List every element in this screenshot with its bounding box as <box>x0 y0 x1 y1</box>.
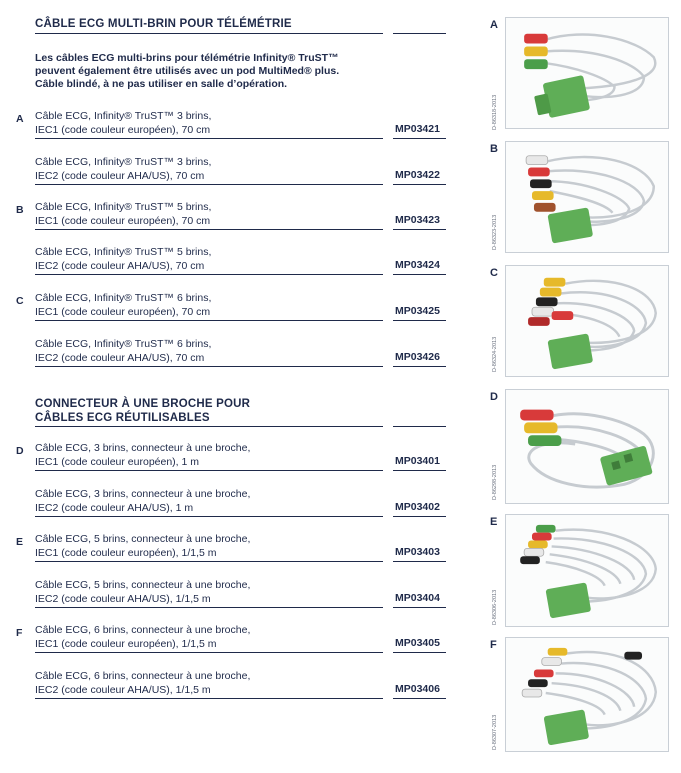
product-row <box>0 338 460 368</box>
product-code: MP03406 <box>395 683 440 695</box>
image-letter: E <box>490 516 498 528</box>
product-description: Câble ECG, 5 brins, connecteur à une broche, IEC2 (code couleur AHA/US), 1/1,5 m <box>35 579 251 605</box>
product-description: Câble ECG, Infinity® TruST™ 5 brins, IEC2 (code couleur AHA/US), 70 cm <box>35 246 212 272</box>
product-code: MP03421 <box>395 123 440 135</box>
image-letter: C <box>490 267 498 279</box>
row-letter: E <box>16 536 24 548</box>
product-description: Câble ECG, 6 brins, connecteur à une broche, IEC2 (code couleur AHA/US), 1/1,5 m <box>35 670 251 696</box>
intro-line: Câble blindé, à ne pas utiliser en salle d’opération. <box>35 78 288 90</box>
section-title-telemetry: CÂBLE ECG MULTI-BRIN POUR TÉLÉMÉTRIE <box>35 18 292 30</box>
intro-line: Les câbles ECG multi-brins pour télémétrie Infinity® TruST™ <box>35 52 339 64</box>
product-code: MP03423 <box>395 214 440 226</box>
row-letter: A <box>16 113 24 125</box>
image-letter: B <box>490 143 498 155</box>
title-rule <box>393 33 446 34</box>
product-code: MP03422 <box>395 169 440 181</box>
image-reference: D-86306-2013 <box>492 589 498 625</box>
product-row <box>0 533 460 563</box>
product-description: Câble ECG, Infinity® TruST™ 3 brins, IEC2 (code couleur AHA/US), 70 cm <box>35 156 212 182</box>
product-description: Câble ECG, Infinity® TruST™ 5 brins, IEC1 (code couleur européen), 70 cm <box>35 201 212 227</box>
product-code: MP03426 <box>395 351 440 363</box>
product-row <box>0 442 460 472</box>
intro-text <box>35 52 380 91</box>
image-letter: A <box>490 19 498 31</box>
product-code: MP03402 <box>395 501 440 513</box>
cable-image-c <box>505 265 669 377</box>
cable-image-e <box>505 514 669 627</box>
product-code: MP03401 <box>395 455 440 467</box>
title-rule <box>35 426 383 427</box>
product-code: MP03424 <box>395 259 440 271</box>
product-row <box>0 156 460 186</box>
row-letter: F <box>16 627 23 639</box>
cable-image-d <box>505 389 669 504</box>
row-letter: C <box>16 295 24 307</box>
row-letter: B <box>16 204 24 216</box>
product-description: Câble ECG, 5 brins, connecteur à une broche, IEC1 (code couleur européen), 1/1,5 m <box>35 533 251 559</box>
image-reference: D-86324-2013 <box>492 336 498 372</box>
product-description: Câble ECG, Infinity® TruST™ 3 brins, IEC1 (code couleur européen), 70 cm <box>35 110 212 136</box>
product-row <box>0 670 460 700</box>
product-code: MP03405 <box>395 637 440 649</box>
product-description: Câble ECG, 6 brins, connecteur à une broche, IEC1 (code couleur européen), 1/1,5 m <box>35 624 251 650</box>
cable-image-a <box>505 17 669 129</box>
product-code: MP03425 <box>395 305 440 317</box>
product-row <box>0 292 460 322</box>
row-letter: D <box>16 445 24 457</box>
product-row <box>0 201 460 231</box>
cable-image-f <box>505 637 669 752</box>
section-title-connector: CONNECTEUR À UNE BROCHE POUR CÂBLES ECG RÉUTILISABLES <box>35 398 251 424</box>
image-reference: D-86307-2013 <box>492 714 498 750</box>
product-description: Câble ECG, Infinity® TruST™ 6 brins, IEC2 (code couleur AHA/US), 70 cm <box>35 338 212 364</box>
cable-image-b <box>505 141 669 253</box>
product-row <box>0 246 460 276</box>
title-rule <box>393 426 446 427</box>
product-row <box>0 110 460 140</box>
intro-line: peuvent également être utilisés avec un pod MultiMed® plus. <box>35 65 340 77</box>
title-rule <box>35 33 383 34</box>
product-description: Câble ECG, 3 brins, connecteur à une broche, IEC1 (code couleur européen), 1 m <box>35 442 251 468</box>
product-code: MP03403 <box>395 546 440 558</box>
product-row <box>0 488 460 518</box>
image-letter: D <box>490 391 498 403</box>
image-reference: D-86323-2013 <box>492 214 498 250</box>
product-row <box>0 579 460 609</box>
product-code: MP03404 <box>395 592 440 604</box>
product-row <box>0 624 460 654</box>
image-reference: D-86318-2013 <box>492 94 498 130</box>
image-letter: F <box>490 639 497 651</box>
image-reference: D-86298-2013 <box>492 464 498 500</box>
product-description: Câble ECG, 3 brins, connecteur à une broche, IEC2 (code couleur AHA/US), 1 m <box>35 488 251 514</box>
product-description: Câble ECG, Infinity® TruST™ 6 brins, IEC1 (code couleur européen), 70 cm <box>35 292 212 318</box>
